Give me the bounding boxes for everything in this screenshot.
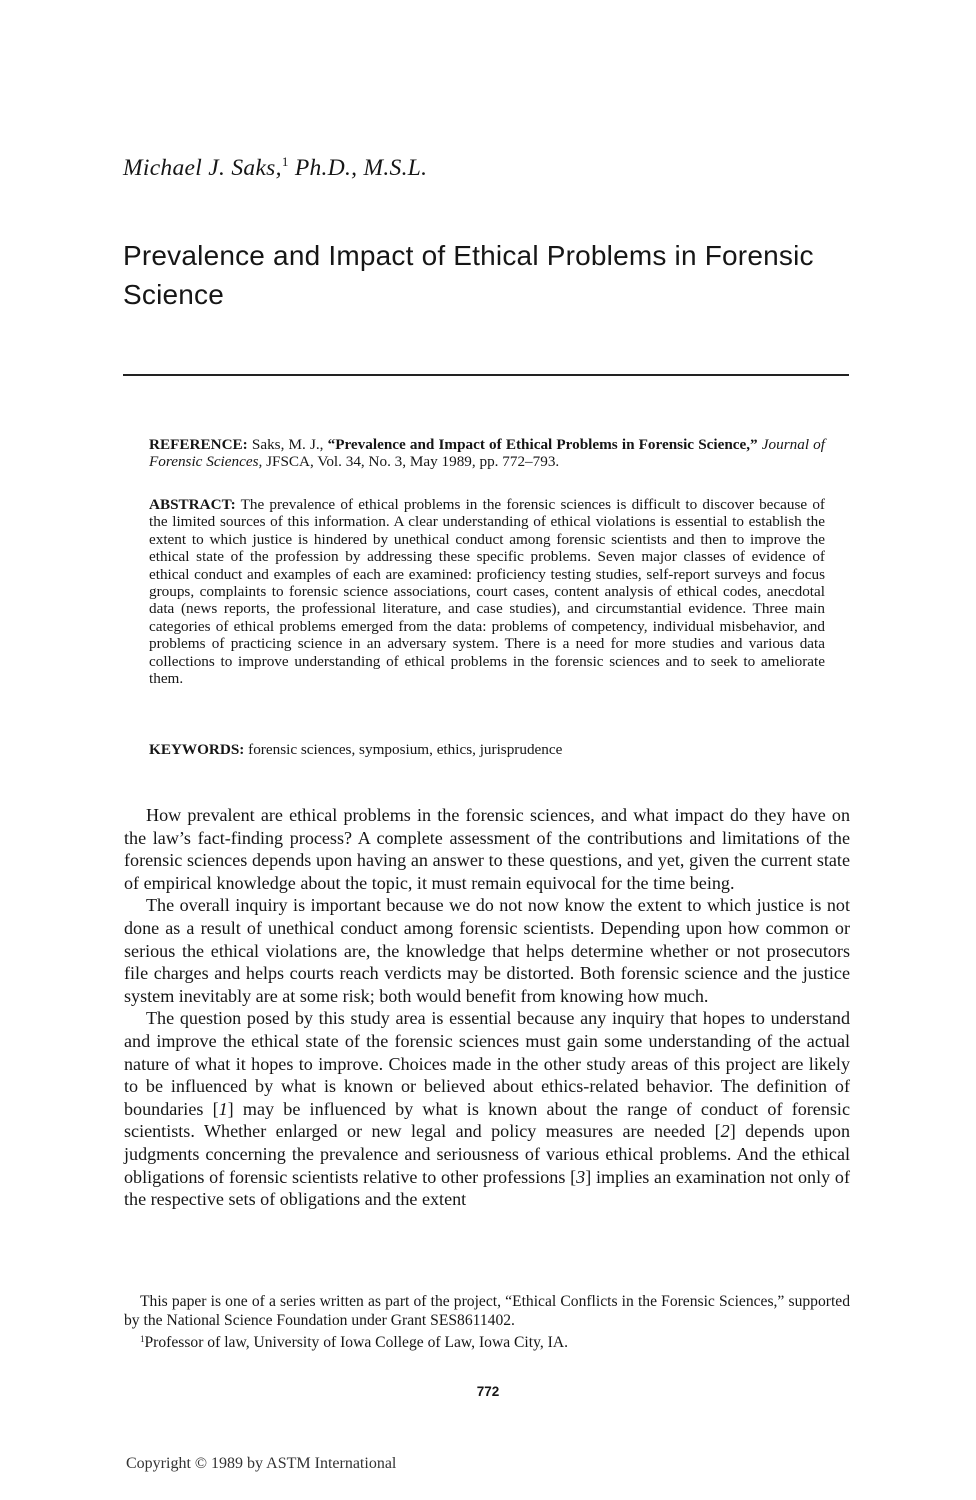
reference-block — [149, 436, 825, 471]
citation-3: 3 — [576, 1166, 586, 1187]
page-number: 772 — [476, 1384, 500, 1399]
body-paragraph-3-part: ] depends upon judgments concerning the prevalence and seriousness of various ethical problems. And the ethical obligations of forensic scientists relative to other professions [ — [124, 1121, 850, 1187]
footnote-1-text: Professor of law, University of Iowa College of Law, Iowa City, IA. — [144, 1334, 569, 1352]
footnote-1 — [124, 1330, 850, 1353]
citation-1: 1 — [218, 1098, 228, 1119]
title-divider — [123, 374, 849, 376]
author-degrees: Ph.D., M.S.L. — [294, 155, 428, 181]
keywords-text: forensic sciences, symposium, ethics, jurisprudence — [248, 741, 563, 758]
author-footnote-mark: 1 — [281, 154, 289, 169]
body-paragraph-2: The overall inquiry is important because we do not now know the extent to which justice is not done as a result of unethical conduct among forensic scientists. Depending upon how common or serious the ethical violations are, the knowledge that helps determine whether or not prosecutors file charges and helps courts reach verdicts may be distorted. Both forensic science and the justice system inevitably are at some risk; both would benefit from knowing how much. — [124, 895, 850, 1006]
body-paragraph-3-part: ] implies an examination not only of the respective sets of obligations and the extent — [124, 1166, 850, 1210]
body-paragraph-1: How prevalent are ethical problems in the forensic sciences, and what impact do they have on the law’s fact-finding process? A complete assessment of the contributions and limitations of the forensic sciences depends upon having an answer to these questions, and yet, given the current state of empirical knowledge about the topic, it must remain equivocal for the time being. — [124, 805, 850, 893]
citation-2: 2 — [720, 1121, 730, 1142]
body-paragraph-3-part: ] may be influenced by what is known about the range of conduct of forensic scientists. Whether enlarged or new legal and policy measures are needed [ — [124, 1098, 850, 1142]
abstract-block — [149, 496, 825, 687]
abstract-text: The prevalence of ethical problems in the forensic sciences is difficult to discover because of the limited sources of this information. A clear understanding of ethical violations is essential to establish the extent to which justice is hindered by unethical conduct among forensic scientists and then to improve the ethical state of the profession by addressing these specific problems. Seven major classes of evidence of ethical conduct and examples of each are examined: proficiency testing studies, self-report surveys and focus groups, complaints to forensic science associations, court cases, content analysis of ethical codes, anecdotal data (news reports, the professional literature, and case studies), and circumstantial evidence. Three main categories of ethical problems emerged from the data: problems of competency, individual misbehavior, and problems of practicing science in an adversary system. There is a need for more studies and various data collections to improve understanding of ethical problems in the forensic sciences and to seek to ameliorate them. — [149, 496, 825, 688]
footnote-1-mark: 1 — [140, 1334, 145, 1345]
author-name: Michael J. Saks, — [123, 155, 282, 181]
footnote-project: This paper is one of a series written as part of the project, “Ethical Conflicts in the Forensic Sciences,” supported by the National Science Foundation under Grant SES8611402. — [124, 1293, 850, 1329]
copyright-notice: Copyright © 1989 by ASTM International — [126, 1455, 397, 1472]
reference-journal: Journal of Forensic Sciences, — [149, 436, 825, 471]
paper-title: Prevalence and Impact of Ethical Problems in Forensic Science — [123, 240, 814, 310]
abstract-label: ABSTRACT: — [149, 496, 236, 513]
reference-label: REFERENCE: — [149, 436, 248, 453]
keywords-block — [149, 741, 825, 758]
author-line — [123, 154, 427, 182]
body-paragraph-3-part: The question posed by this study area is essential because any inquiry that hopes to understand and improve the ethical state of the forensic sciences must gain some understanding of the actual nature of what it hopes to improve. Choices made in the other study areas of this project are likely to be influenced by what is known or believed about ethics-related behavior. The definition of boundaries [ — [124, 1008, 850, 1119]
reference-details: JFSCA, Vol. 34, No. 3, May 1989, pp. 772–793. — [266, 453, 560, 471]
keywords-label: KEYWORDS: — [149, 741, 245, 758]
footnotes — [124, 1293, 850, 1353]
reference-authors: Saks, M. J., — [251, 436, 324, 453]
body-paragraph-3 — [124, 1007, 850, 1210]
reference-article-title: “Prevalence and Impact of Ethical Problems in Forensic Science,” — [327, 436, 758, 453]
body-text — [124, 804, 850, 1211]
